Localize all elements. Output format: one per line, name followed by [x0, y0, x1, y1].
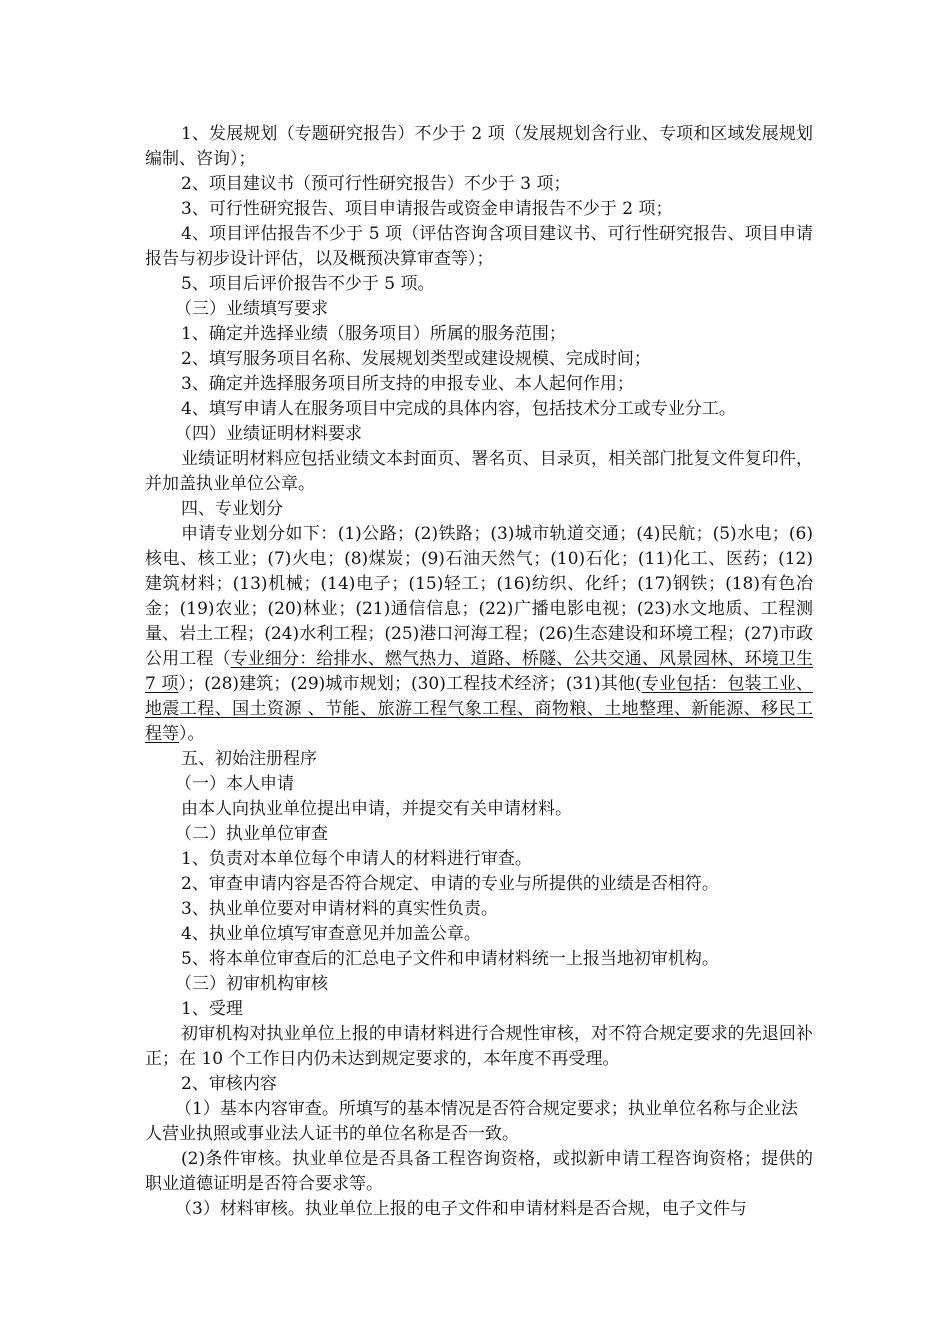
specialty-underline-2: 专业包括：包装工业、地震工程、国土资源 、节能、旅游工程气象工程、商物粮、土地整理、新能源、移民工程等	[145, 674, 813, 744]
paragraph: 4、项目评估报告不少于 5 项（评估咨询含项目建议书、可行性研究报告、项目申请报告与初步设计评估，以及概预决算审查等）；	[145, 224, 813, 269]
specialty-text-2: ）；(28)建筑；(29)城市规划；(30)工程技术经济；(31)其他(	[178, 674, 642, 694]
paragraph: 2、项目建议书（预可行性研究报告）不少于 3 项；	[181, 174, 571, 194]
paragraph: (2)条件审核。执业单位是否具备工程咨询资格，或拟新申请工程咨询资格；提供的职业道德证明是否符合要求等。	[145, 1149, 813, 1194]
specialty-text-1: 申请专业划分如下：(1)公路；(2)铁路；(3)城市轨道交通；(4)民航；(5)水电；(6)核电、核工业；(7)火电；(8)煤炭；(9)石油天然气；(10)石化；(11)化工、医药；(12)建筑材料；(13)机械；(14)电子；(15)轻工；(16)纺织、化纤；(17)钢铁；(18)有色冶金；(19)农业；(20)林业；(21)通信信息；(22)广播电影电视；(23)水文地质、工程测量、岩土工程；(24)水利工程；(25)港口河海工程；(26)生态建设和环境工程；(27)市政公用工程（	[145, 524, 813, 669]
paragraph: 2、审核内容	[181, 1074, 277, 1094]
subsection-line: （1）基本内容审查。所填写的基本情况是否符合规定要求；执业单位名称与企业法人营业执照或事业法人证书的单位名称是否一致。	[145, 1099, 798, 1144]
paragraph: 2、审查申请内容是否符合规定、申请的专业与所提供的业绩是否相符。	[181, 874, 719, 894]
subsection-line: （3）材料审核。执业单位上报的电子文件和申请材料是否合规，电子文件与	[175, 1199, 747, 1219]
paragraph: 由本人向执业单位提出申请，并提交有关申请材料。	[181, 799, 572, 819]
paragraph: 5、将本单位审查后的汇总电子文件和申请材料统一上报当地初审机构。	[181, 949, 719, 969]
paragraph: 4、填写申请人在服务项目中完成的具体内容，包括技术分工或专业分工。	[181, 399, 736, 419]
subsection-line: （四）业绩证明材料要求	[175, 424, 362, 444]
paragraph: 4、执业单位填写审查意见并加盖公章。	[181, 924, 481, 944]
paragraph: 3、确定并选择服务项目所支持的申报专业、本人起何作用；	[181, 374, 634, 394]
paragraph: 3、执业单位要对申请材料的真实性负责。	[181, 899, 498, 919]
document-page	[145, 122, 813, 1222]
subsection-line: （一）本人申请	[175, 774, 294, 794]
section-heading: 四、专业划分	[181, 499, 283, 519]
specialty-text-3: ）。	[179, 724, 205, 744]
paragraph: 1、受理	[181, 999, 243, 1019]
paragraph: 1、负责对本单位每个申请人的材料进行审查。	[181, 849, 532, 869]
section-block-2	[145, 747, 813, 1222]
paragraph: 3、可行性研究报告、项目申请报告或资金申请报告不少于 2 项；	[181, 199, 673, 219]
subsection-line: （三）初审机构审核	[175, 974, 328, 994]
section-block-1	[145, 122, 813, 522]
specialty-paragraph	[145, 522, 813, 747]
paragraph: 业绩证明材料应包括业绩文本封面页、署名页、目录页，相关部门批复文件复印件，并加盖执业单位公章。	[145, 449, 813, 494]
paragraph: 初审机构对执业单位上报的申请材料进行合规性审核，对不符合规定要求的先退回补正；在 10 个工作日内仍未达到规定要求的，本年度不再受理。	[145, 1024, 813, 1069]
paragraph: 1、发展规划（专题研究报告）不少于 2 项（发展规划含行业、专项和区域发展规划编制、咨询）；	[145, 124, 813, 169]
subsection-line: （三）业绩填写要求	[175, 299, 328, 319]
section-heading: 五、初始注册程序	[181, 749, 317, 769]
specialty-underline-1: 专业细分：给排水、燃气热力、道路、桥隧、公共交通、风景园林、环境卫生 7 项	[145, 649, 814, 694]
paragraph: 2、填写服务项目名称、发展规划类型或建设规模、完成时间；	[181, 349, 651, 369]
paragraph: 1、确定并选择业绩（服务项目）所属的服务范围；	[181, 324, 566, 344]
subsection-line: （二）执业单位审查	[175, 824, 328, 844]
paragraph: 5、项目后评价报告不少于 5 项。	[181, 274, 435, 294]
